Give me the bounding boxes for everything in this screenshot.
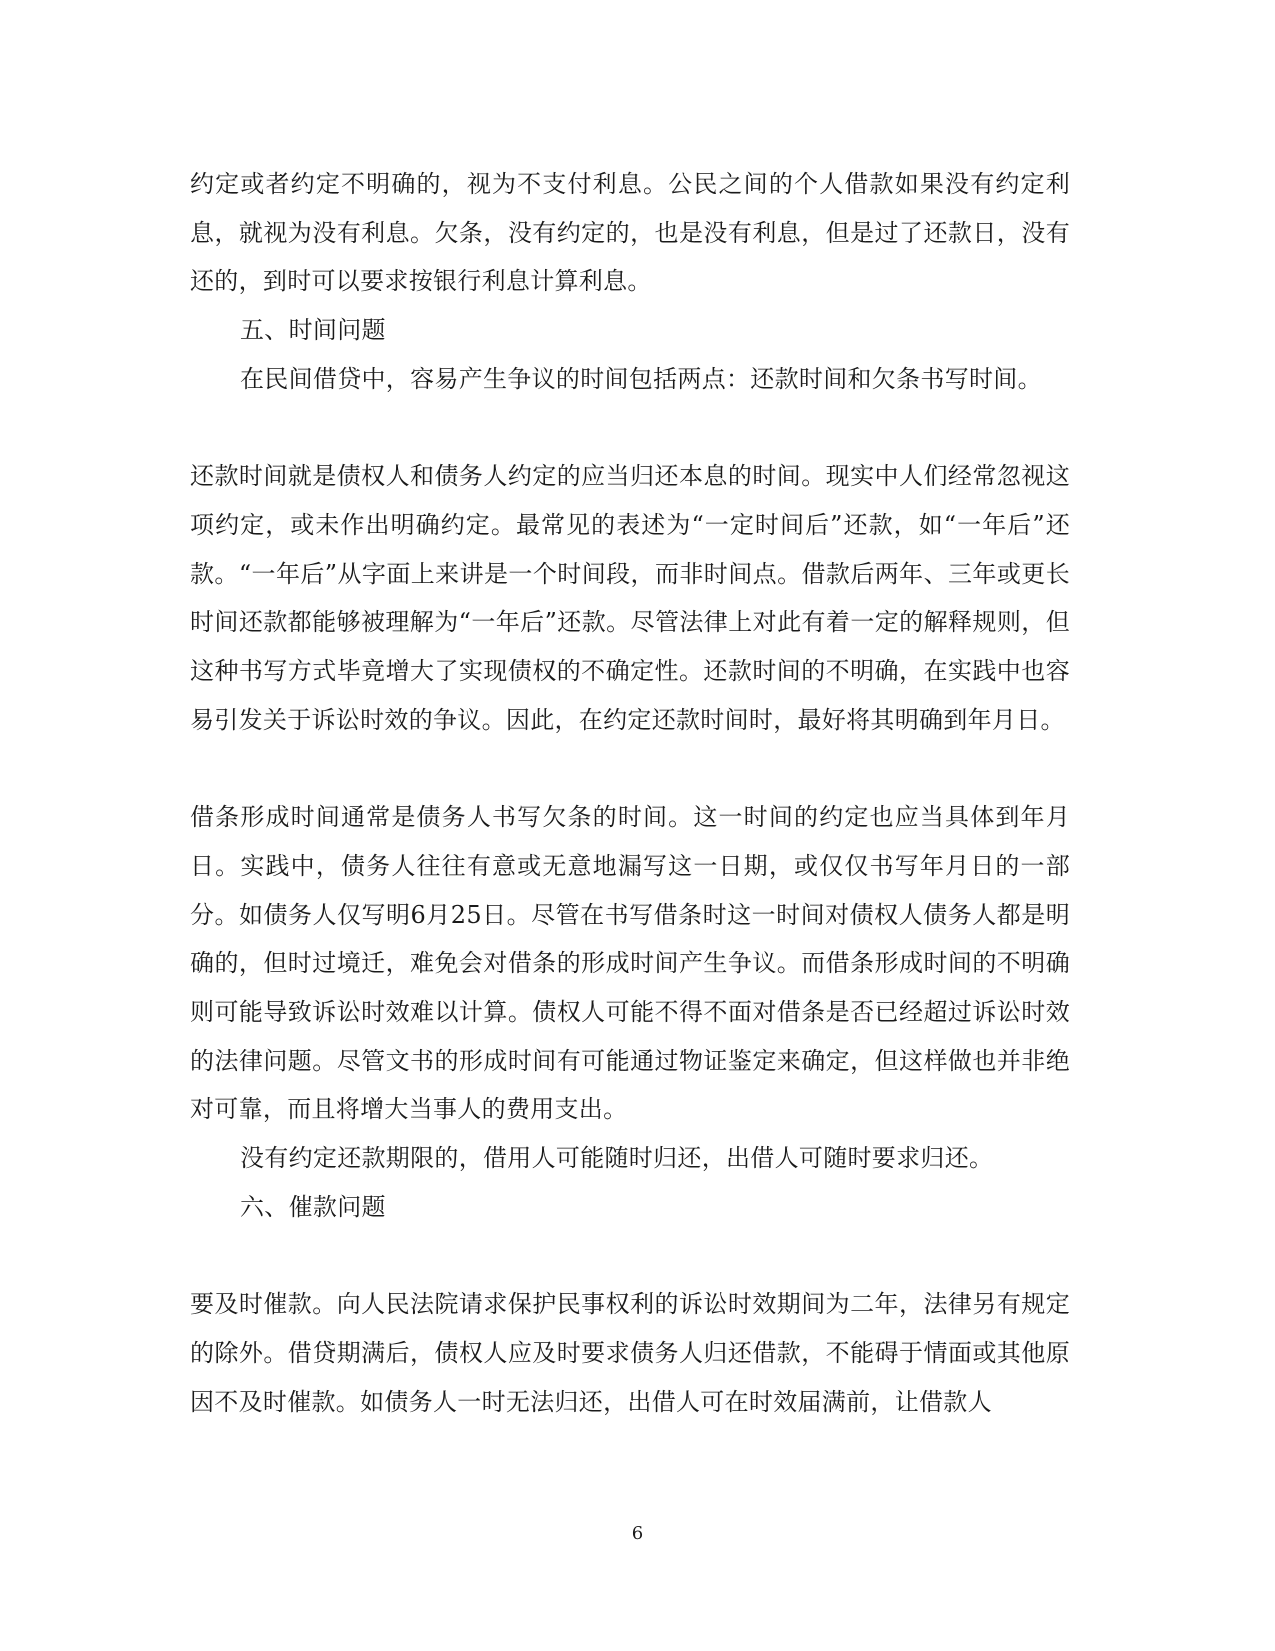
paragraph-no-repayment-term: 没有约定还款期限的，借用人可能随时归还，出借人可随时要求归还。 (240, 1144, 994, 1173)
section-heading-collection-issues: 六、催款问题 (240, 1192, 386, 1221)
section-heading-time-issues: 五、时间问题 (240, 316, 386, 345)
paragraph-repayment-time: 还款时间就是债权人和债务人约定的应当归还本息的时间。现实中人们经常忽视这项约定，或未作出明确约定。最常见的表述为“一定时间后”还款，如“一年后”还款。“一年后”从字面上来讲是一个时间段，而非时间点。借款后两年、三年或更长时间还款都能够被理解为“一年后”还款。尽管法律上对此有着一定的解释规则，但这种书写方式毕竟增大了实现债权的不确定性。还款时间的不明确，在实践中也容易引发关于诉讼时效的争议。因此，在约定还款时间时，最好将其明确到年月日。 (190, 462, 1070, 734)
page-number: 6 (631, 1523, 644, 1544)
page-body (190, 160, 1070, 1426)
paragraph-timely-collection: 要及时催款。向人民法院请求保护民事权利的诉讼时效期间为二年，法律另有规定的除外。借贷期满后，债权人应及时要求债务人归还借款，不能碍于情面或其他原因不及时催款。如债务人一时无法归还，出借人可在时效届满前，让借款人 (190, 1290, 1070, 1416)
paragraph-gap (190, 404, 1070, 453)
paragraph-gap (190, 1231, 1070, 1280)
paragraph-interest-continuation: 约定或者约定不明确的，视为不支付利息。公民之间的个人借款如果没有约定利息，就视为没有利息。欠条，没有约定的，也是没有利息，但是过了还款日，没有还的，到时可以要求按银行利息计算利息。 (190, 170, 1070, 296)
paragraph-gap (190, 744, 1070, 793)
paragraph-iou-date: 借条形成时间通常是债务人书写欠条的时间。这一时间的约定也应当具体到年月日。实践中，债务人往往有意或无意地漏写这一日期，或仅仅书写年月日的一部分。如债务人仅写明6月25日。尽管在书写借条时这一时间对债权人债务人都是明确的，但时过境迁，难免会对借条的形成时间产生争议。而借条形成时间的不明确则可能导致诉讼时效难以计算。债权人可能不得不面对借条是否已经超过诉讼时效的法律问题。尽管文书的形成时间有可能通过物证鉴定来确定，但这样做也并非绝对可靠，而且将增大当事人的费用支出。 (190, 803, 1070, 1124)
paragraph-time-disputes-intro: 在民间借贷中，容易产生争议的时间包括两点：还款时间和欠条书写时间。 (240, 364, 1042, 393)
